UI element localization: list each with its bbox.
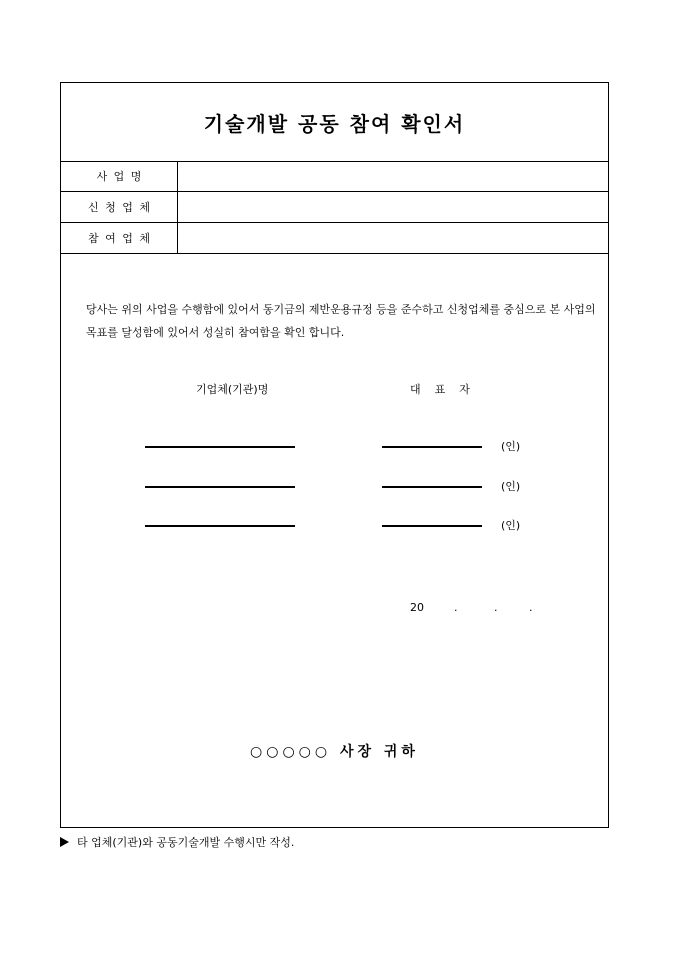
- field-label-project-name: 사 업 명: [61, 161, 178, 191]
- field-value-applicant[interactable]: [178, 192, 608, 222]
- representative-signature-line-1[interactable]: [382, 446, 482, 448]
- field-row-participant: [61, 223, 608, 254]
- company-signature-line-3[interactable]: [145, 525, 295, 527]
- representative-signature-line-3[interactable]: [382, 525, 482, 527]
- date-separator-1: .: [454, 601, 458, 614]
- seal-label-1: (인): [501, 440, 521, 453]
- seal-label-2: (인): [501, 480, 521, 493]
- footnote: [60, 834, 294, 850]
- field-row-applicant: [61, 192, 608, 223]
- footnote-text: 타 업체(기관)와 공동기술개발 수행시만 작성.: [77, 836, 295, 849]
- seal-label-3: (인): [501, 519, 521, 532]
- field-row-project-name: [61, 161, 608, 192]
- company-signature-line-1[interactable]: [145, 446, 295, 448]
- field-value-project-name[interactable]: [178, 161, 608, 191]
- triangle-bullet-icon: [60, 837, 69, 847]
- statement-text: 당사는 위의 사업을 수행함에 있어서 동기금의 제반운용규정 등을 준수하고 신청업체를 중심으로 본 사업의 목표를 달성함에 있어서 성실히 참여함을 확인 합니다.: [86, 303, 596, 339]
- field-value-participant[interactable]: [178, 223, 608, 253]
- company-signature-line-2[interactable]: [145, 486, 295, 488]
- field-label-participant: 참 여 업 체: [61, 223, 178, 253]
- form-frame: [60, 82, 609, 828]
- date-separator-3: .: [529, 601, 533, 614]
- representative-header: 대 표 자: [410, 383, 470, 396]
- date-year-prefix: 20: [410, 601, 424, 614]
- company-header: 기업체(기관)명: [196, 383, 269, 396]
- field-label-applicant: 신 청 업 체: [61, 192, 178, 222]
- title-row: [61, 83, 608, 162]
- addressee: ○○○○○ 사장 귀하: [250, 744, 419, 760]
- form-title: 기술개발 공동 참여 확인서: [203, 111, 466, 136]
- representative-signature-line-2[interactable]: [382, 486, 482, 488]
- date-separator-2: .: [494, 601, 498, 614]
- date-line: [61, 601, 608, 617]
